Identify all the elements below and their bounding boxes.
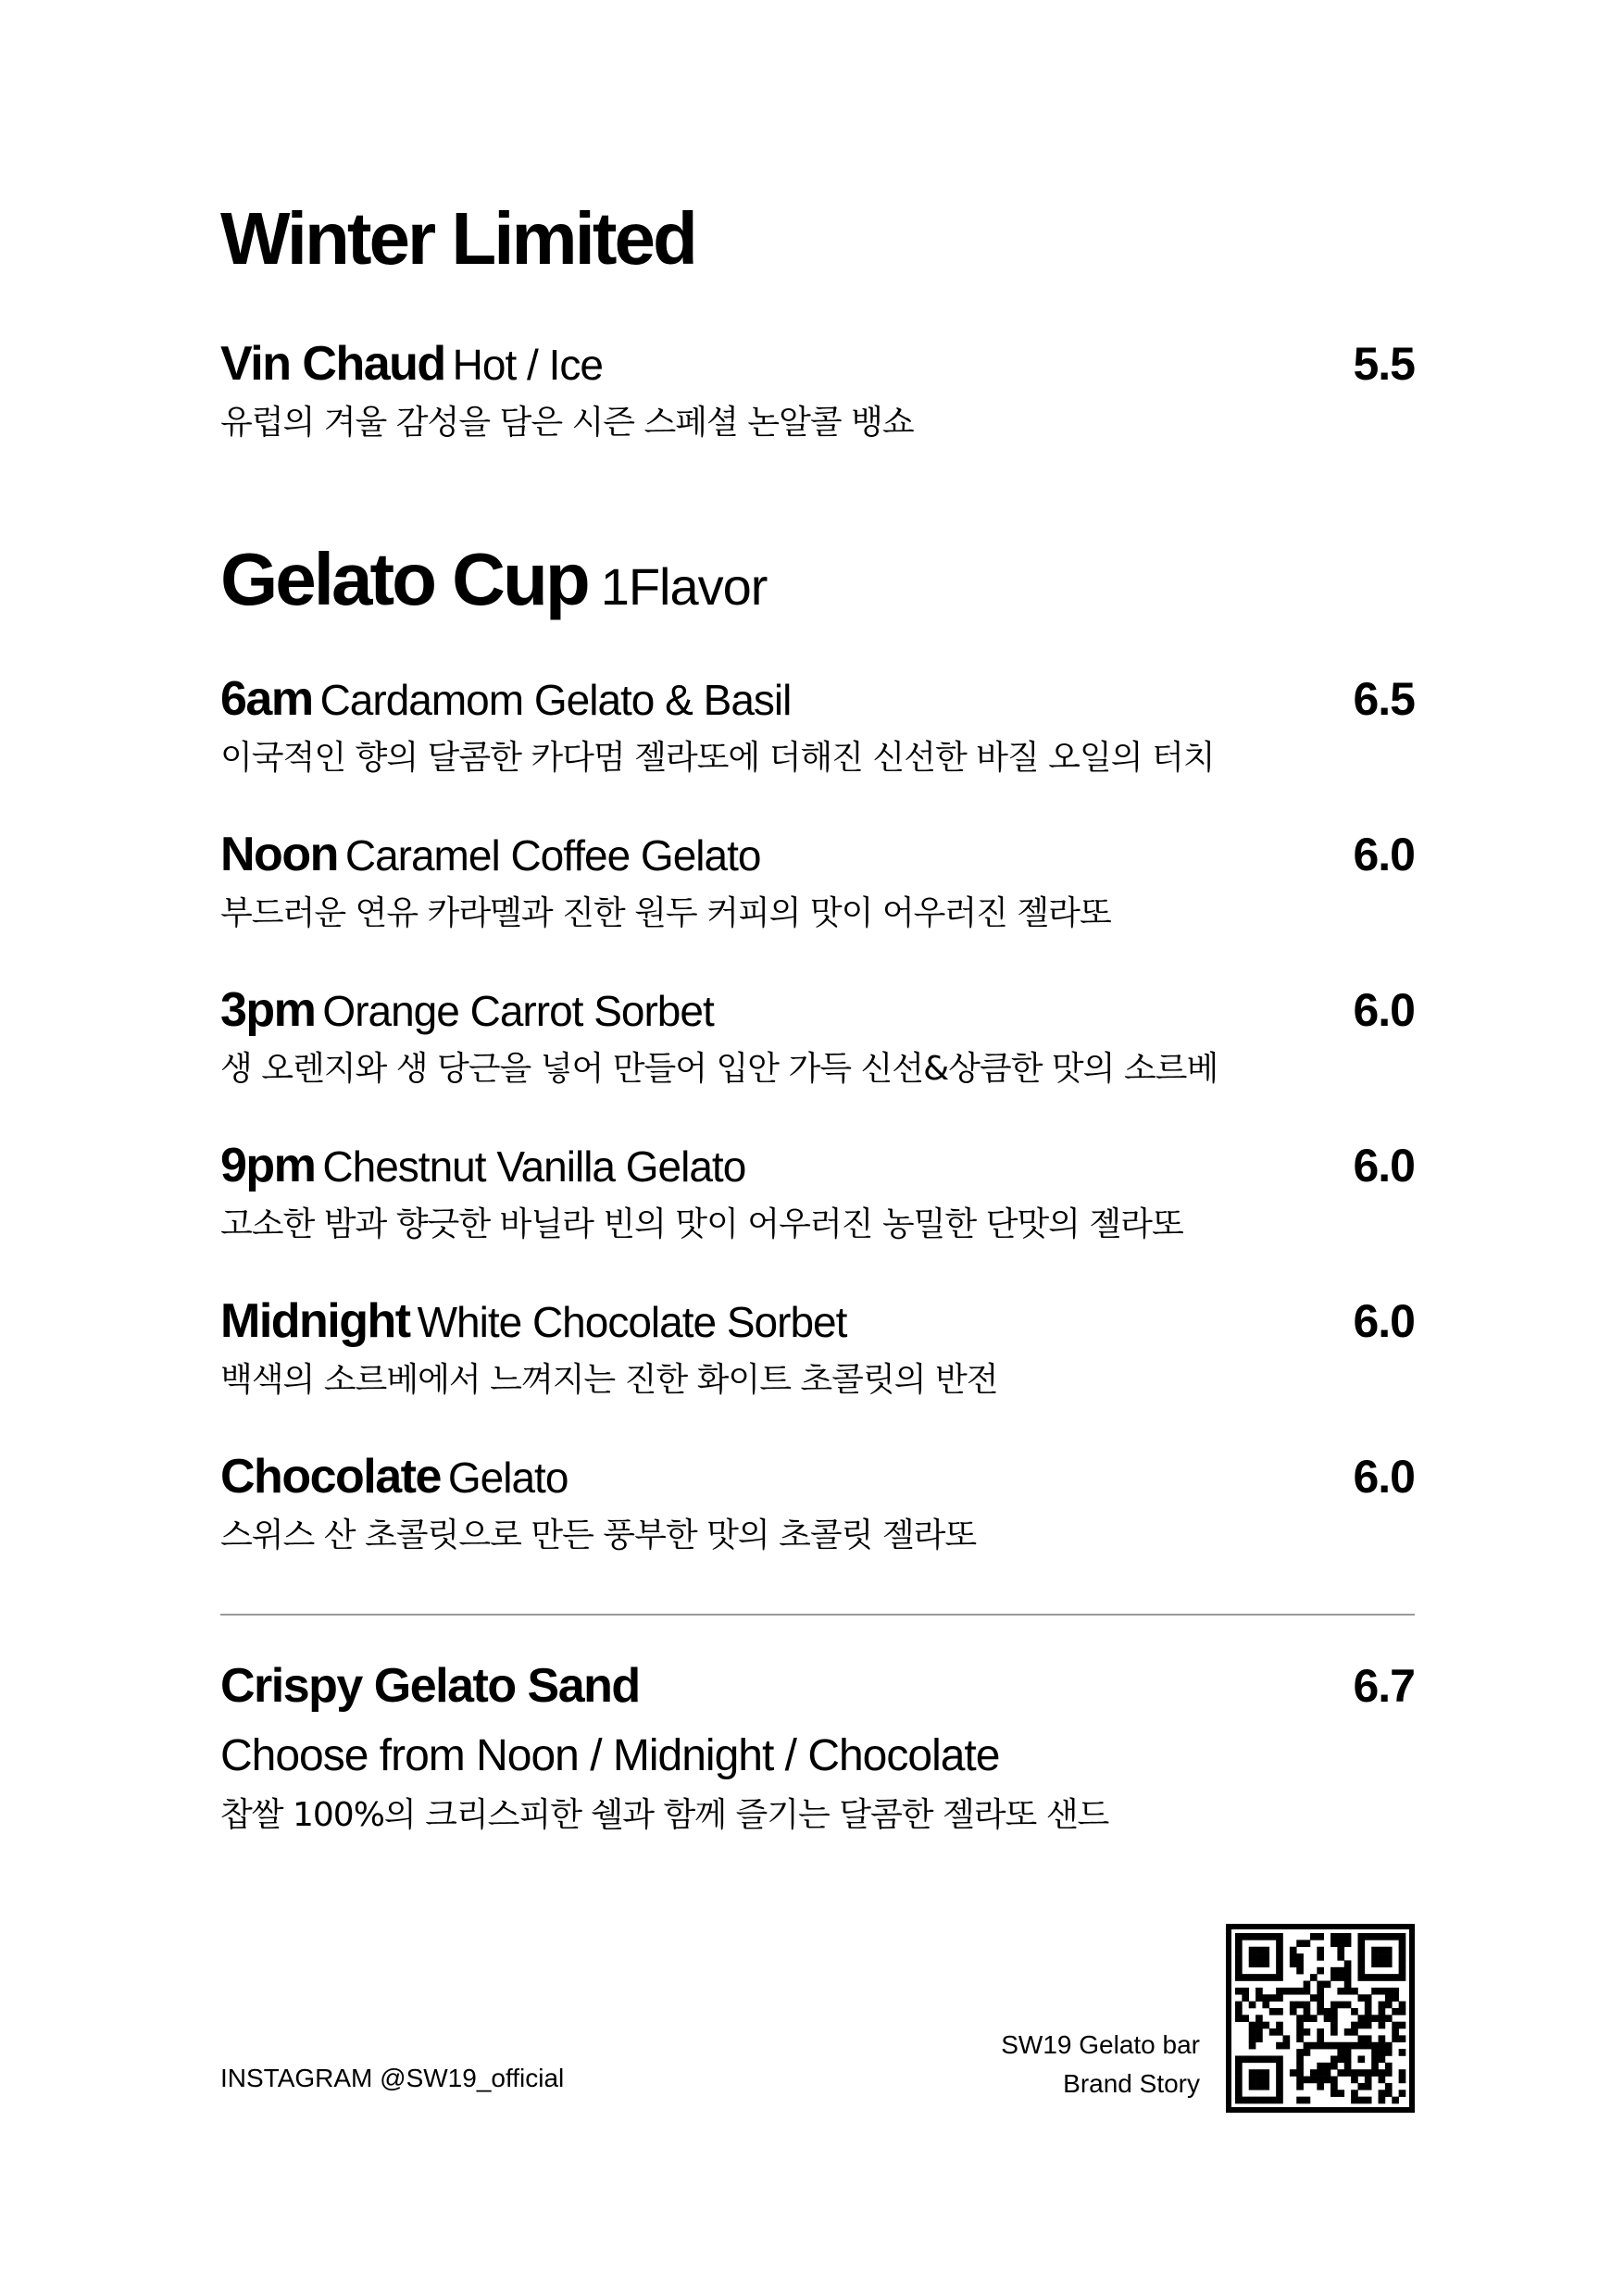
section-divider	[220, 1614, 1415, 1616]
item-head	[220, 667, 1415, 731]
item-head	[220, 1289, 1415, 1354]
item-head	[220, 1653, 1415, 1718]
item-name-main: Vin Chaud	[220, 337, 445, 391]
item-name	[220, 978, 714, 1043]
item-name-main: 9pm	[220, 1139, 316, 1192]
menu-item-vin-chaud	[220, 331, 1415, 446]
instagram-handle: INSTAGRAM @SW19_official	[220, 2064, 565, 2092]
item-description: 이국적인 향의 달콤한 카다멈 젤라또에 더해진 신선한 바질 오일의 터치	[220, 739, 1215, 777]
item-name-main: 6am	[220, 672, 313, 726]
menu-item-noon	[220, 822, 1415, 937]
item-name	[220, 822, 760, 888]
menu-item-9pm	[220, 1133, 1415, 1248]
menu-item-6am	[220, 667, 1415, 781]
brand-line-1: SW19 Gelato bar	[1001, 2030, 1200, 2059]
item-price: 6.7	[1353, 1660, 1415, 1712]
item-price: 5.5	[1353, 338, 1415, 390]
item-price: 6.0	[1353, 829, 1415, 880]
item-price: 6.0	[1353, 1451, 1415, 1503]
item-name	[220, 1653, 640, 1719]
section-title-text: Winter Limited	[220, 197, 695, 280]
section-title-gelato-cup	[220, 538, 768, 620]
item-description: 백색의 소르베에서 느껴지는 진한 화이트 초콜릿의 반전	[220, 1361, 998, 1399]
item-name	[220, 667, 791, 732]
menu-item-crispy-gelato-sand	[220, 1653, 1415, 1839]
item-name	[220, 1133, 745, 1199]
item-name	[220, 331, 603, 397]
menu-item-chocolate	[220, 1444, 1415, 1559]
item-price: 6.0	[1353, 1140, 1415, 1192]
item-price: 6.0	[1353, 984, 1415, 1036]
section-title-winter-limited	[220, 197, 695, 280]
item-head	[220, 1133, 1415, 1198]
item-head	[220, 978, 1415, 1042]
brand-line-2: Brand Story	[1063, 2069, 1200, 2098]
item-description: 생 오렌지와 생 당근을 넣어 만들어 입안 가득 신선&상큼한 맛의 소르베	[220, 1050, 1218, 1088]
menu-item-midnight	[220, 1289, 1415, 1404]
item-description: 고소한 밤과 향긋한 바닐라 빈의 맛이 어우러진 농밀한 단맛의 젤라또	[220, 1205, 1183, 1243]
brand-story-caption	[1001, 2026, 1200, 2103]
section-subtitle: 1Flavor	[600, 557, 768, 616]
item-description: 스위스 산 초콜릿으로 만든 풍부한 맛의 초콜릿 젤라또	[220, 1516, 977, 1554]
section-title-text: Gelato Cup	[220, 538, 588, 620]
item-name-sub: Gelato	[447, 1454, 568, 1502]
item-description: 찹쌀 100%의 크리스피한 쉘과 함께 즐기는 달콤한 젤라또 샌드	[220, 1796, 1109, 1834]
item-name-main: Crispy Gelato Sand	[220, 1659, 640, 1713]
item-name-main: 3pm	[220, 983, 316, 1037]
item-head	[220, 1444, 1415, 1509]
item-price: 6.0	[1353, 1295, 1415, 1347]
menu-page	[220, 0, 1415, 2296]
item-name-main: Noon	[220, 828, 338, 881]
item-name-sub: Hot / Ice	[452, 341, 603, 389]
item-name-sub: Orange Carrot Sorbet	[322, 987, 714, 1035]
item-head	[220, 331, 1415, 396]
item-description: 부드러운 연유 카라멜과 진한 원두 커피의 맛이 어우러진 젤라또	[220, 894, 1111, 932]
menu-item-3pm	[220, 978, 1415, 1092]
item-name-main: Chocolate	[220, 1450, 441, 1504]
item-name	[220, 1289, 846, 1354]
item-head	[220, 822, 1415, 887]
item-name-sub: White Chocolate Sorbet	[417, 1298, 847, 1346]
item-choice-note: Choose from Noon / Midnight / Chocolate	[220, 1731, 1000, 1780]
item-name	[220, 1444, 568, 1510]
item-name-sub: Chestnut Vanilla Gelato	[322, 1142, 746, 1191]
qr-code-icon[interactable]	[1226, 1924, 1415, 2113]
item-name-main: Midnight	[220, 1294, 410, 1348]
item-name-sub: Cardamom Gelato & Basil	[319, 676, 792, 724]
item-description: 유럽의 겨울 감성을 담은 시즌 스페셜 논알콜 뱅쇼	[220, 404, 914, 442]
item-name-sub: Caramel Coffee Gelato	[344, 831, 761, 880]
item-price: 6.5	[1353, 673, 1415, 725]
